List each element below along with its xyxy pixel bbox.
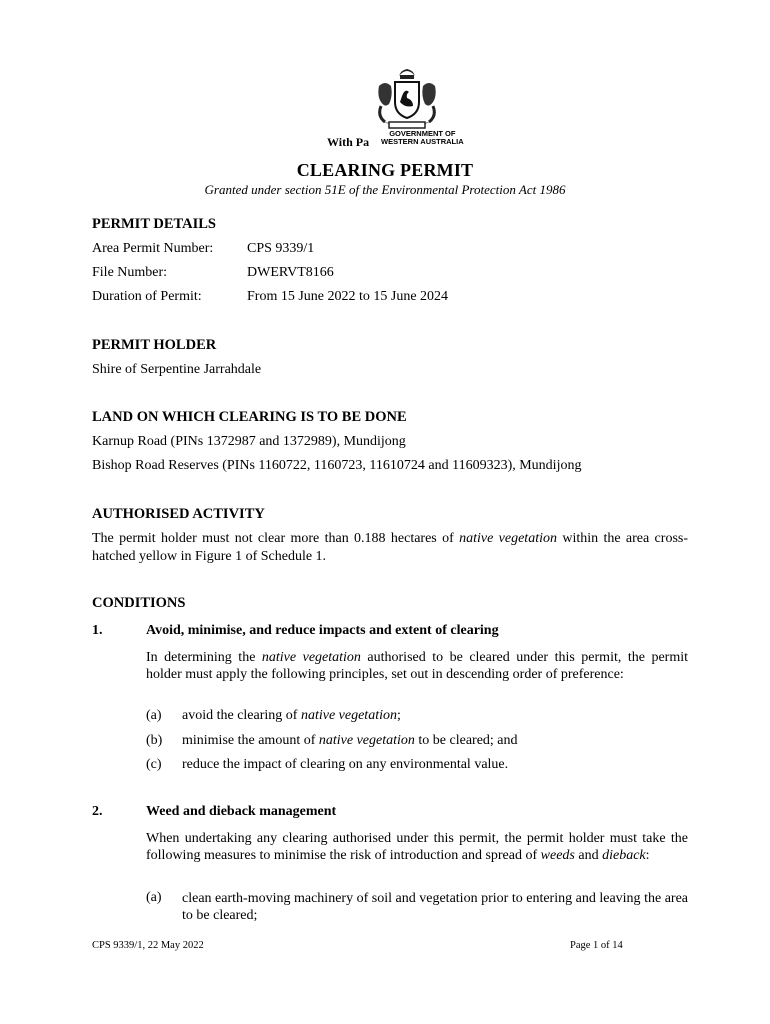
detail-value: From 15 June 2022 to 15 June 2024 [247,289,449,304]
land-line: Karnup Road (PINs 1372987 and 1372989), Mundijong [92,434,406,449]
gov-line-1: GOVERNMENT OF [389,129,456,138]
detail-label: Area Permit Number: [92,241,214,256]
conditions-heading: CONDITIONS [92,595,186,611]
text-run: and [574,847,603,863]
defined-term: weeds [540,847,575,863]
sub-item-text: clean earth-moving machinery of soil and vegetation prior to entering and leaving the area to be cleared; [182,891,688,923]
text-run: : [645,847,650,863]
condition-number: 1. [92,623,103,638]
land-line: Bishop Road Reserves (PINs 1160722, 1160723, 11610724 and 11609323), Mundijong [92,458,582,473]
page-title: CLEARING PERMIT [296,160,474,180]
condition-number: 2. [92,804,103,819]
condition-intro [146,831,688,864]
defined-term: native vegetation [261,650,361,665]
defined-term: native vegetation [318,733,415,748]
authorised-activity-text [92,530,688,566]
defined-term: native vegetation [459,531,557,546]
text-run: When undertaking any clearing authorised under this permit, the permit holder must take the following measures to minimise the risk of introduction and spread of [146,831,688,863]
text-run: authorised to be cleared under this permit, the permit holder must apply the following principles, set out in descending order of preference: [146,650,688,682]
footer-page-number: Page 1 of 14 [570,940,623,951]
text-run: within the area cross-hatched yellow in Figure 1 of Schedule 1. [92,531,688,564]
defined-term: native vegetation [300,708,397,723]
sub-item-label: (c) [146,757,162,772]
permit-details-heading: PERMIT DETAILS [92,216,216,232]
condition-title: Avoid, minimise, and reduce impacts and extent of clearing [146,623,499,638]
detail-label: Duration of Permit: [92,289,202,304]
permit-holder-heading: PERMIT HOLDER [92,337,217,353]
text-run: avoid the clearing of [182,708,301,723]
sub-item-text [182,708,401,724]
text-run: minimise the amount of [182,733,319,748]
text-run: The permit holder must not clear more than 0.188 hectares of [92,531,460,546]
authorised-activity-heading: AUTHORISED ACTIVITY [92,506,265,522]
condition-intro [146,650,688,683]
page-subtitle: Granted under section 51E of the Environmental Protection Act 1986 [204,182,566,197]
header-with-pa: With Pa [327,135,370,149]
sub-item-label: (a) [146,708,162,723]
government-logo-text [381,130,464,146]
text-run: to be cleared; and [414,733,518,748]
detail-value: CPS 9339/1 [247,241,315,256]
land-heading: LAND ON WHICH CLEARING IS TO BE DONE [92,409,407,425]
permit-holder-name: Shire of Serpentine Jarrahdale [92,362,262,377]
footer-reference: CPS 9339/1, 22 May 2022 [92,940,204,951]
sub-item-text [182,733,518,749]
text-run: ; [396,708,401,723]
detail-label: File Number: [92,265,168,280]
text-run: In determining the [146,650,262,665]
sub-item-label: (b) [146,733,163,748]
defined-term: dieback [602,847,646,863]
sub-item-label: (a) [146,890,162,905]
condition-title: Weed and dieback management [146,804,337,819]
sub-item-text: reduce the impact of clearing on any environmental value. [182,757,509,772]
coat-of-arms-icon [369,66,445,132]
detail-value: DWERVT8166 [247,265,334,280]
gov-line-2: WESTERN AUSTRALIA [381,137,464,146]
